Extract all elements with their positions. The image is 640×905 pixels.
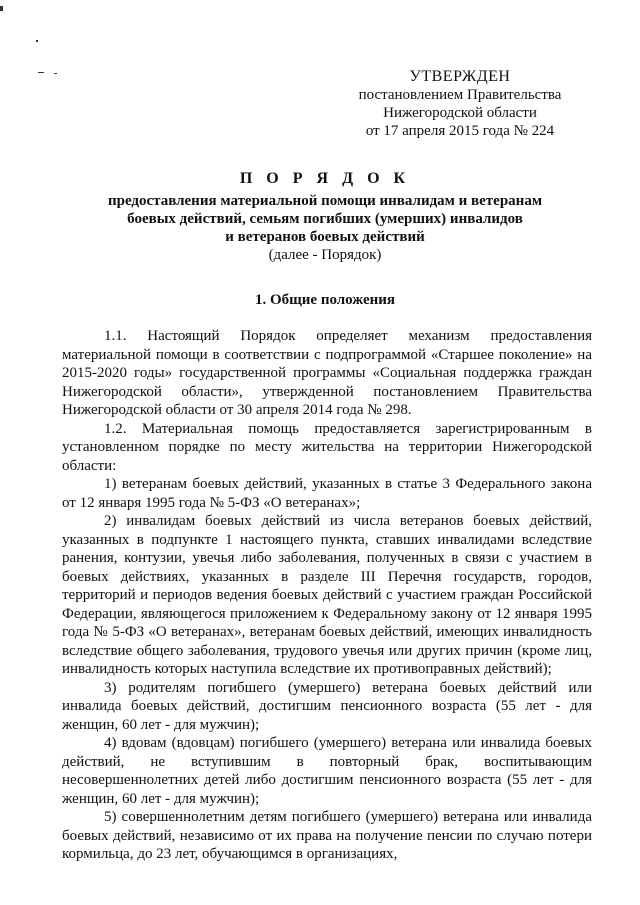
scan-mark <box>38 72 44 73</box>
document-subtitle: боевых действий, семьям погибших (умерших) инвалидов <box>127 211 523 227</box>
paragraph: 1.2. Материальная помощь предоставляется зарегистрированным в установленном порядке по месту жительства на территории Нижегородской области: <box>62 420 592 474</box>
paragraph: 1) ветеранам боевых действий, указанных в статье 3 Федерального закона от 12 января 1995 года № 5-ФЗ «О ветеранах»; <box>62 476 592 511</box>
paragraph: 2) инвалидам боевых действий из числа ветеранов боевых действий, указанных в подпункте 1 настоящего пункта, ставших инвалидами вследствие ранения, контузии, увечья либо заболевания, полученных в связи с участием в боевых действиях, указанных в разделе III Перечня государств, городов, территорий и периодов ведения боевых действий с участием граждан Российской Федерации, являющегося приложением к Федеральному закону от 12 января 1995 года № 5-ФЗ «О ветеранах», ветеранам боевых действий, имеющих инвалидность вследствие общего заболевания, трудового увечья или других причин (кроме лиц, инвалидность которых наступила вследствие их противоправных действий); <box>62 513 592 677</box>
paragraph: 3) родителям погибшего (умершего) ветерана боевых действий или инвалида боевых действий, достигшим пенсионного возраста (55 лет - для женщин, 60 лет - для мужчин); <box>62 679 592 733</box>
document-body <box>62 327 592 864</box>
scan-mark <box>36 40 38 42</box>
approval-line: постановлением Правительства <box>358 87 562 103</box>
document-subtitle: предоставления материальной помощи инвалидам и ветеранам <box>107 193 543 209</box>
document-subtitle: и ветеранов боевых действий <box>225 229 425 245</box>
approval-line: от 17 апреля 2015 года № 224 <box>365 123 555 139</box>
scan-mark <box>0 6 3 11</box>
approval-heading: УТВЕРЖДЕН <box>409 68 511 85</box>
approval-block <box>330 68 590 140</box>
scan-mark <box>54 73 57 74</box>
approval-line: Нижегородской области <box>383 105 537 121</box>
section-heading: 1. Общие положения <box>254 292 396 308</box>
paragraph: 1.1. Настоящий Порядок определяет механизм предоставления материальной помощи в соответствии с подпрограммой «Старшее поколение» на 2015-2020 годы» государственной программы «Социальная поддержка граждан Нижегородской области», утвержденной постановлением Правительства Нижегородской области от 30 апреля 2014 года № 298. <box>62 328 592 418</box>
document-title: П О Р Я Д О К <box>239 170 411 187</box>
paragraph: 5) совершеннолетним детям погибшего (умершего) ветерана или инвалида боевых действий, независимо от их права на получение пенсии по случаю потери кормильца, до 23 лет, обучающимся в организациях, <box>62 809 592 862</box>
document-title-block <box>60 170 590 264</box>
paragraph: 4) вдовам (вдовцам) погибшего (умершего) ветерана или инвалида боевых действий, не вступившим в повторный брак, воспитывающим несовершеннолетних детей либо достигшим пенсионного возраста (55 лет - для женщин, 60 лет - для мужчин); <box>62 735 592 807</box>
document-note: (далее - Порядок) <box>268 247 382 263</box>
